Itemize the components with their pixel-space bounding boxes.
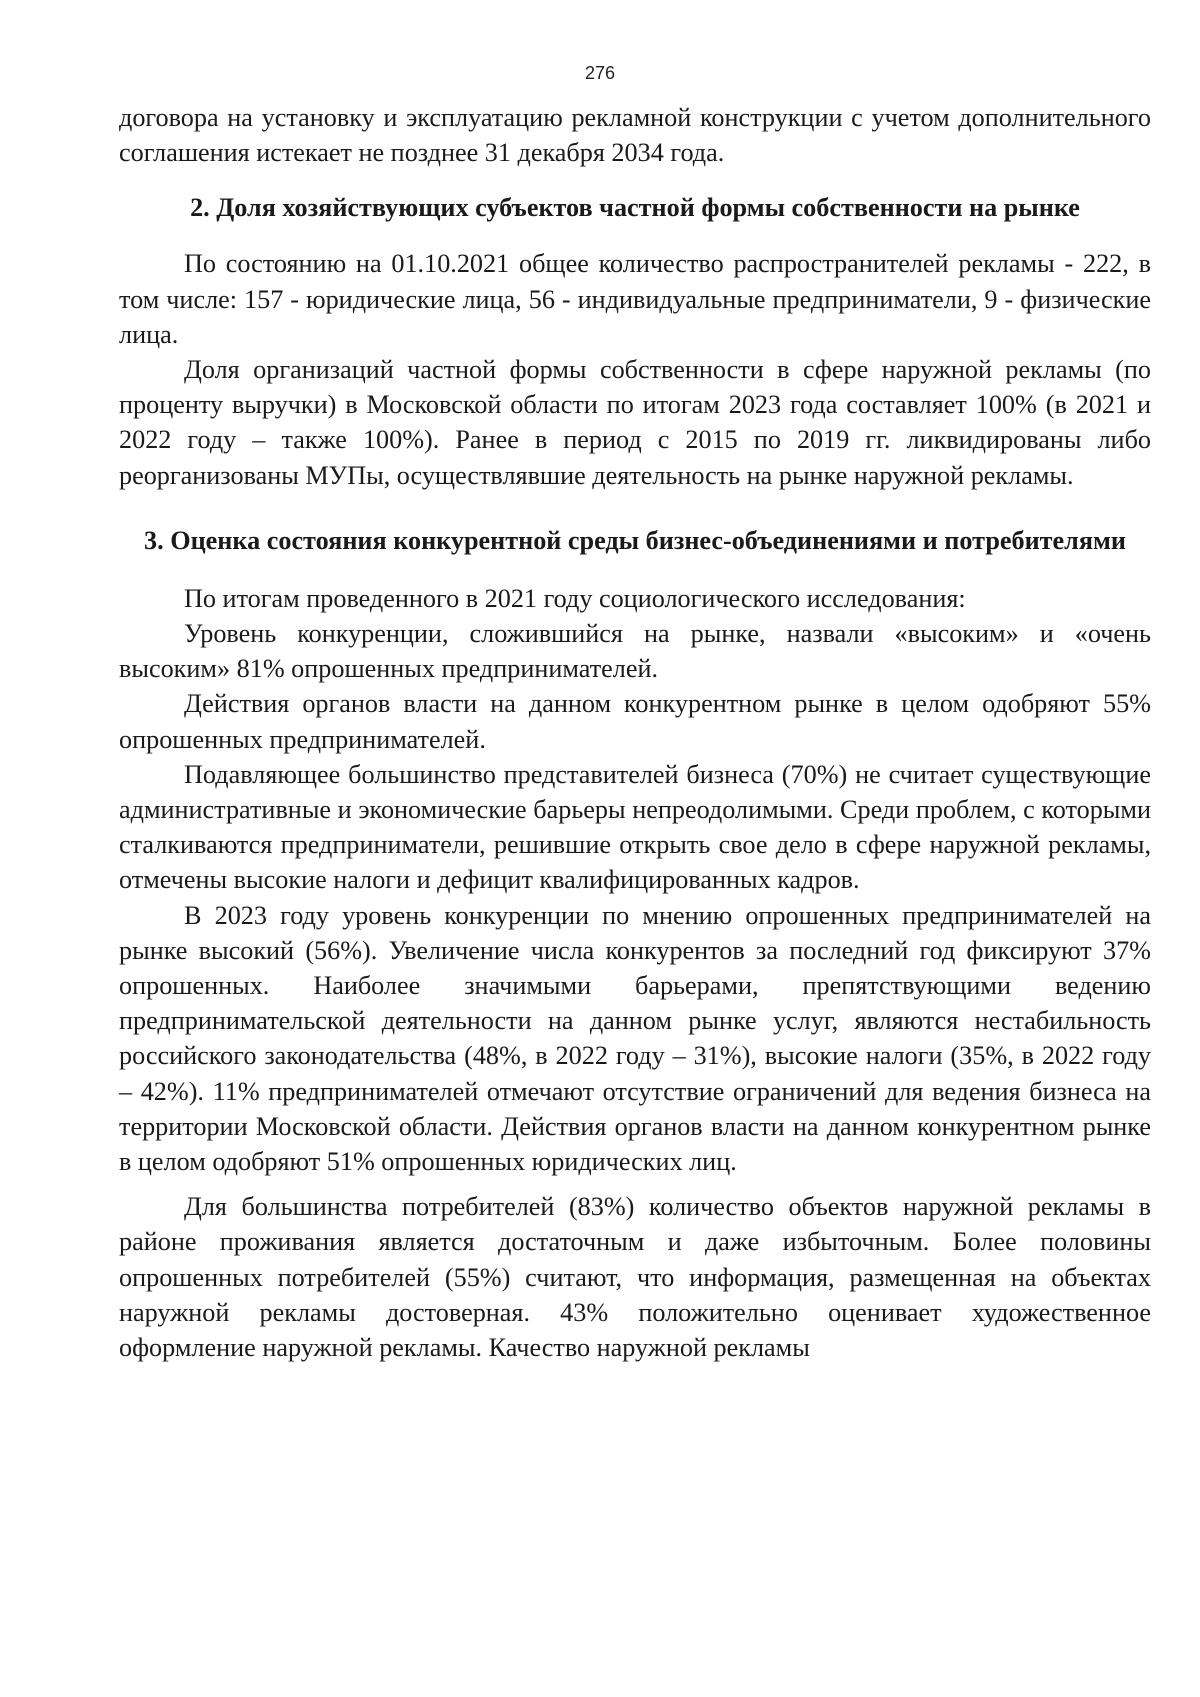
section-3-paragraph-6: Для большинства потребителей (83%) количество объектов наружной рекламы в районе проживания является достаточным и даже избыточным. Более половины опрошенных потребителей (55%) считают, что информация, размещенная на объектах наружной рекламы достоверная. 43% положительно оценивает художественное оформление наружной рекламы. Качество наружной рекламы	[119, 1192, 1151, 1363]
section-3-paragraph-1: По итогам проведенного в 2021 году социологического исследования:	[184, 583, 966, 613]
section-3-paragraph-5: В 2023 году уровень конкуренции по мнению опрошенных предпринимателей на рынке высокий (56%). Увеличение числа конкурентов за последний год фиксируют 37% опрошенных. Наиболее значимыми барьерами, препятствующими ведению предпринимательской деятельности на данном рынке услуг, являются нестабильность российского законодательства (48%, в 2022 году – 31%), высокие налоги (35%, в 2022 году – 42%). 11% предпринимателей отмечают отсутствие ограничений для ведения бизнеса на территории Московской области. Действия органов власти на данном конкурентном рынке в целом одобряют 51% опрошенных юридических лиц.	[119, 900, 1151, 1177]
section-3-paragraph-4: Подавляющее большинство представителей бизнеса (70%) не считает существующие административные и экономические барьеры непреодолимыми. Среди проблем, с которыми сталкиваются предприниматели, решившие открыть свое дело в сфере наружной рекламы, отмечены высокие налоги и дефицит квалифицированных кадров.	[119, 759, 1151, 895]
section-3-paragraph-3: Действия органов власти на данном конкурентном рынке в целом одобряют 55% опрошенных предпринимателей.	[119, 689, 1151, 754]
section-3-paragraph-2: Уровень конкуренции, сложившийся на рынке, назвали «высоким» и «очень высоким» 81% опрошенных предпринимателей.	[119, 619, 1151, 684]
page-number: 276	[584, 63, 616, 83]
section-3-heading: 3. Оценка состояния конкурентной среды бизнес-объединениями и потребителями	[144, 525, 1126, 555]
section-2-paragraph-1: По состоянию на 01.10.2021 общее количество распространителей рекламы - 222, в том числе: 157 - юридические лица, 56 - индивидуальные предприниматели, 9 - физические лица.	[119, 249, 1151, 349]
document-body	[119, 100, 1151, 1365]
section-2-heading: 2. Доля хозяйствующих субъектов частной формы собственности на рынке	[190, 193, 1080, 223]
section-2-paragraph-2: Доля организаций частной формы собственности в сфере наружной рекламы (по проценту выручки) в Московской области по итогам 2023 года составляет 100% (в 2021 и 2022 году – также 100%). Ранее в период с 2015 по 2019 гг. ликвидированы либо реорганизованы МУПы, осуществлявшие деятельность на рынке наружной рекламы.	[119, 355, 1151, 490]
intro-paragraph: договора на установку и эксплуатацию рекламной конструкции с учетом дополнительного соглашения истекает не позднее 31 декабря 2034 года.	[119, 103, 1151, 168]
